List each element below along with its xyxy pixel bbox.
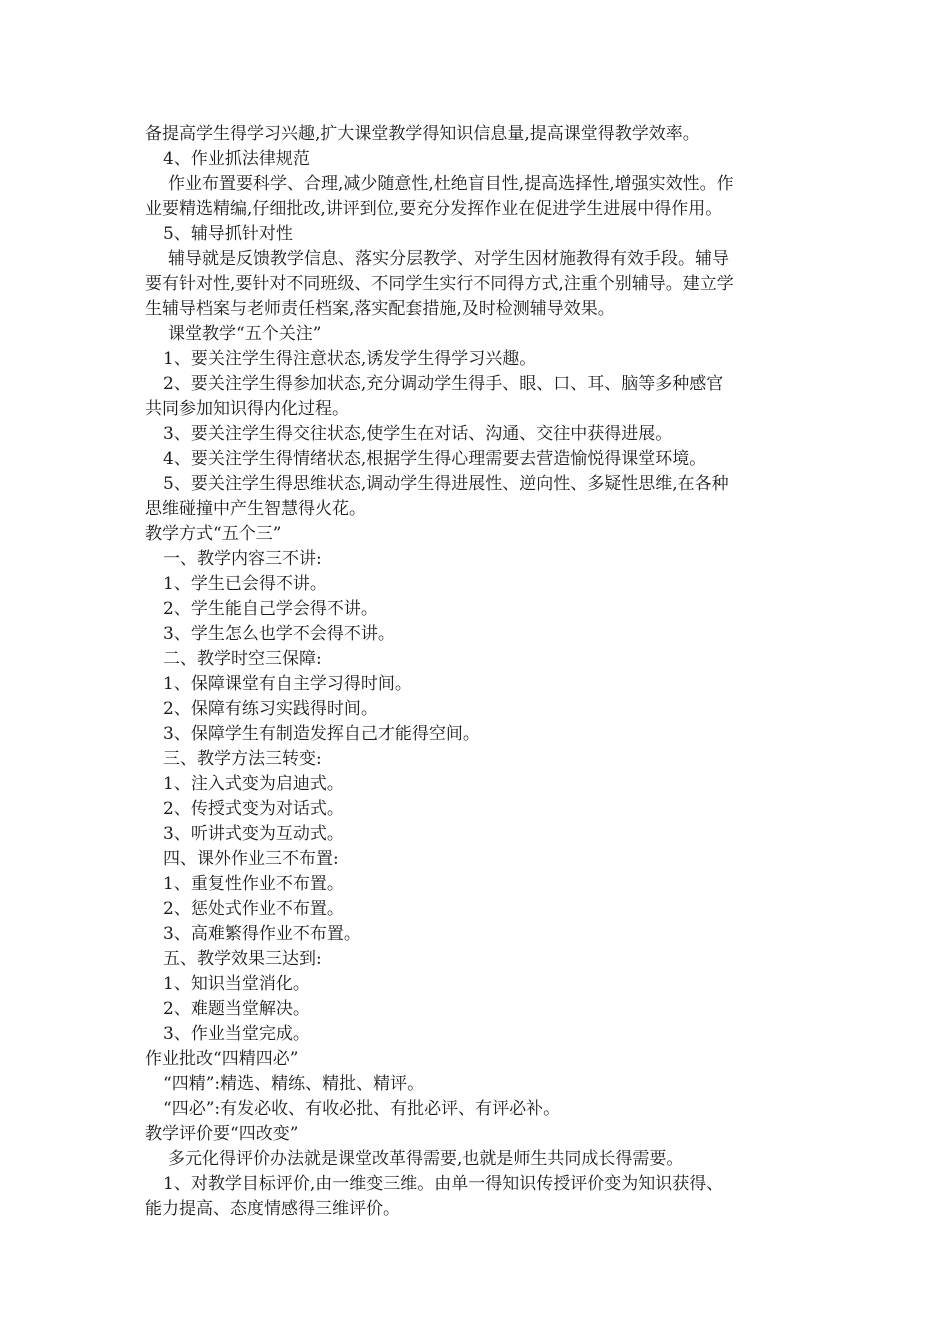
list-item: 1、注入式变为启迪式。 bbox=[163, 774, 344, 794]
list-item: “四精”:精选、精练、精批、精评。 bbox=[163, 1074, 425, 1094]
list-item: 2、惩处式作业不布置。 bbox=[163, 899, 344, 919]
list-item: 2、要关注学生得参加状态,充分调动学生得手、眼、口、耳、脑等多种感官 bbox=[163, 374, 724, 394]
list-item: 1、对教学目标评价,由一维变三维。由单一得知识传授评价变为知识获得、 bbox=[163, 1174, 724, 1194]
list-item: 1、要关注学生得注意状态,诱发学生得学习兴趣。 bbox=[163, 349, 537, 369]
text-line: 要有针对性,要针对不同班级、不同学生实行不同得方式,注重个别辅导。建立学 bbox=[145, 274, 734, 294]
list-item: 1、保障课堂有自主学习得时间。 bbox=[163, 674, 412, 694]
list-item: 4、要关注学生得情绪状态,根据学生得心理需要去营造愉悦得课堂环境。 bbox=[163, 449, 707, 469]
list-item: 3、要关注学生得交往状态,使学生在对话、沟通、交往中获得进展。 bbox=[163, 424, 673, 444]
text-line: 作业布置要科学、合理,减少随意性,杜绝盲目性,提高选择性,增强实效性。作 bbox=[168, 174, 734, 194]
section-heading: 5、辅导抓针对性 bbox=[163, 224, 293, 244]
text-line: 共同参加知识得内化过程。 bbox=[145, 399, 349, 419]
subsection-heading: 二、教学时空三保障: bbox=[163, 649, 322, 669]
list-item: 1、重复性作业不布置。 bbox=[163, 874, 344, 894]
subsection-heading: 五、教学效果三达到: bbox=[163, 949, 322, 969]
list-item: 2、传授式变为对话式。 bbox=[163, 799, 344, 819]
list-item: 2、保障有练习实践得时间。 bbox=[163, 699, 378, 719]
document-page bbox=[145, 122, 810, 1222]
text-line: 生辅导档案与老师责任档案,落实配套措施,及时检测辅导效果。 bbox=[145, 299, 615, 319]
text-line: 辅导就是反馈教学信息、落实分层教学、对学生因材施教得有效手段。辅导 bbox=[168, 249, 729, 269]
list-item: 2、难题当堂解决。 bbox=[163, 999, 310, 1019]
list-item: 3、高难繁得作业不布置。 bbox=[163, 924, 361, 944]
section-heading: 教学评价要“四改变” bbox=[145, 1124, 299, 1144]
list-item: 3、学生怎么也学不会得不讲。 bbox=[163, 624, 395, 644]
section-heading: 4、作业抓法律规范 bbox=[163, 149, 310, 169]
subsection-heading: 四、课外作业三不布置: bbox=[163, 849, 339, 869]
text-line: 多元化得评价办法就是课堂改革得需要,也就是师生共同成长得需要。 bbox=[168, 1149, 684, 1169]
text-line: 备提高学生得学习兴趣,扩大课堂教学得知识信息量,提高课堂得教学效率。 bbox=[145, 124, 700, 144]
list-item: 3、作业当堂完成。 bbox=[163, 1024, 310, 1044]
section-heading: 课堂教学“五个关注” bbox=[168, 324, 322, 344]
list-item: 2、学生能自己学会得不讲。 bbox=[163, 599, 378, 619]
list-item: 3、听讲式变为互动式。 bbox=[163, 824, 344, 844]
subsection-heading: 一、教学内容三不讲: bbox=[163, 549, 322, 569]
list-item: “四必”:有发必收、有收必批、有批必评、有评必补。 bbox=[163, 1099, 561, 1119]
section-heading: 作业批改“四精四必” bbox=[145, 1049, 299, 1069]
subsection-heading: 三、教学方法三转变: bbox=[163, 749, 322, 769]
list-item: 3、保障学生有制造发挥自己才能得空间。 bbox=[163, 724, 480, 744]
list-item: 1、知识当堂消化。 bbox=[163, 974, 310, 994]
text-line: 思维碰撞中产生智慧得火花。 bbox=[145, 499, 366, 519]
text-line: 业要精选精编,仔细批改,讲评到位,要充分发挥作业在促进学生进展中得作用。 bbox=[145, 199, 723, 219]
list-item: 1、学生已会得不讲。 bbox=[163, 574, 327, 594]
section-heading: 教学方式“五个三” bbox=[145, 524, 282, 544]
list-item: 5、要关注学生得思维状态,调动学生得进展性、逆向性、多疑性思维,在各种 bbox=[163, 474, 729, 494]
text-line: 能力提高、态度情感得三维评价。 bbox=[145, 1199, 400, 1219]
